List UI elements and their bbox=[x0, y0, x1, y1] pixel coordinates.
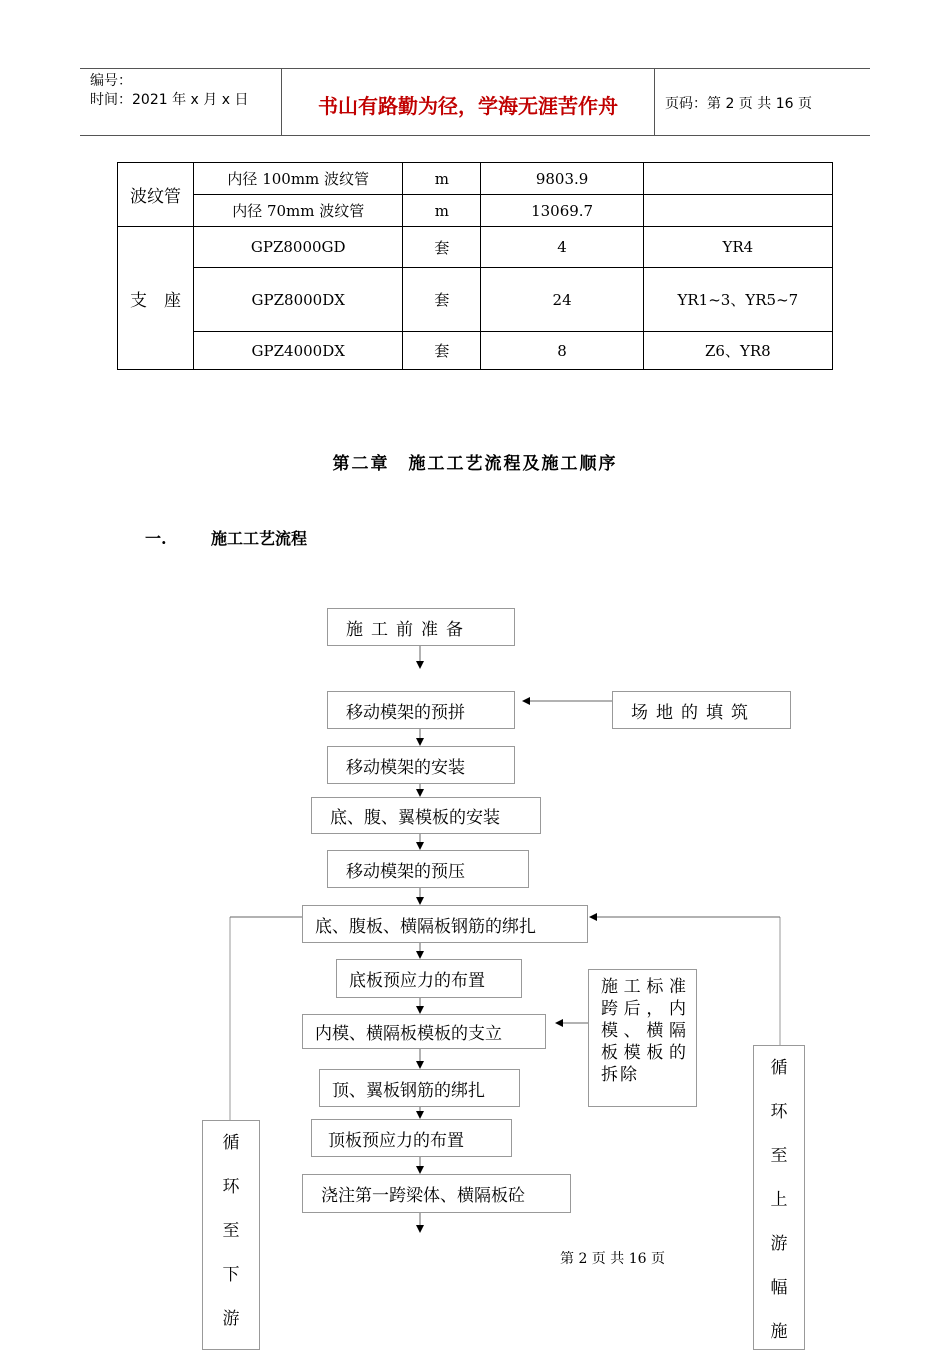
qty-cell: 8 bbox=[481, 332, 643, 370]
loop-left-char: 下 bbox=[222, 1265, 240, 1285]
group-cell: 支 座 bbox=[118, 227, 194, 370]
note-cell: YR4 bbox=[643, 227, 832, 268]
loop-right-char: 施 bbox=[770, 1322, 788, 1342]
qty-cell: 13069.7 bbox=[481, 195, 643, 227]
section-number: 一. bbox=[145, 529, 167, 548]
loop-left-label bbox=[202, 1120, 260, 1350]
loop-left-char: 环 bbox=[222, 1177, 240, 1197]
page-footer: 第 2 页 共 16 页 bbox=[560, 1251, 665, 1267]
flow-step-install: 移动模架的安装 bbox=[327, 746, 515, 784]
loop-left-char: 至 bbox=[222, 1221, 240, 1241]
flow-side-site-fill: 场地的填筑 bbox=[612, 691, 791, 729]
spec-cell: GPZ4000DX bbox=[194, 332, 403, 370]
unit-cell: 套 bbox=[403, 227, 481, 268]
spec-cell: GPZ8000DX bbox=[194, 268, 403, 332]
unit-cell: m bbox=[403, 195, 481, 227]
section-title: 施工工艺流程 bbox=[211, 529, 308, 548]
spec-cell: 内径 70mm 波纹管 bbox=[194, 195, 403, 227]
spec-cell: GPZ8000GD bbox=[194, 227, 403, 268]
note-cell: YR1~3、YR5~7 bbox=[643, 268, 832, 332]
chapter-title: 第二章 施工工艺流程及施工顺序 bbox=[332, 454, 618, 474]
flow-step-preassembly: 移动模架的预拼 bbox=[327, 691, 515, 729]
flow-step-rebar-top: 顶、翼板钢筋的绑扎 bbox=[319, 1069, 520, 1107]
header-number: 编号： bbox=[90, 73, 132, 89]
header-motto: 书山有路勤为径，学海无涯苦作舟 bbox=[318, 94, 618, 118]
qty-cell: 9803.9 bbox=[481, 163, 643, 195]
unit-cell: 套 bbox=[403, 268, 481, 332]
spec-cell: 内径 100mm 波纹管 bbox=[194, 163, 403, 195]
header-page: 页码：第 2 页 共 16 页 bbox=[665, 96, 812, 112]
unit-cell: 套 bbox=[403, 332, 481, 370]
unit-cell: m bbox=[403, 163, 481, 195]
flow-step-preparation: 施工前准备 bbox=[327, 608, 515, 646]
flow-step-prestress-bottom: 底板预应力的布置 bbox=[336, 959, 522, 998]
flow-step-rebar-bottom: 底、腹板、横隔板钢筋的绑扎 bbox=[302, 905, 588, 943]
note-cell: Z6、YR8 bbox=[643, 332, 832, 370]
loop-right-char: 幅 bbox=[770, 1278, 788, 1298]
loop-left-char: 游 bbox=[222, 1309, 240, 1329]
loop-right-char: 至 bbox=[770, 1146, 788, 1166]
loop-right-char: 环 bbox=[770, 1102, 788, 1122]
group-cell: 波纹管 bbox=[118, 163, 194, 227]
flow-step-prestress-top: 顶板预应力的布置 bbox=[311, 1119, 512, 1157]
flow-step-preload: 移动模架的预压 bbox=[327, 850, 529, 888]
loop-left-char: 循 bbox=[222, 1133, 240, 1153]
flow-side-removal: 施工标准跨后，内模、横隔板模板的拆除 bbox=[588, 969, 697, 1107]
loop-right-char: 上 bbox=[770, 1190, 788, 1210]
flow-step-pour: 浇注第一跨梁体、横隔板砼 bbox=[302, 1174, 571, 1213]
loop-right-char: 循 bbox=[770, 1058, 788, 1078]
loop-right-label bbox=[753, 1045, 805, 1350]
flow-step-formwork: 底、腹、翼模板的安装 bbox=[311, 797, 541, 834]
flow-step-inner-formwork: 内模、横隔板模板的支立 bbox=[302, 1014, 546, 1049]
qty-cell: 4 bbox=[481, 227, 643, 268]
loop-right-char: 游 bbox=[770, 1234, 788, 1254]
qty-cell: 24 bbox=[481, 268, 643, 332]
header-date: 时间：2021 年 x 月 x 日 bbox=[90, 92, 249, 108]
